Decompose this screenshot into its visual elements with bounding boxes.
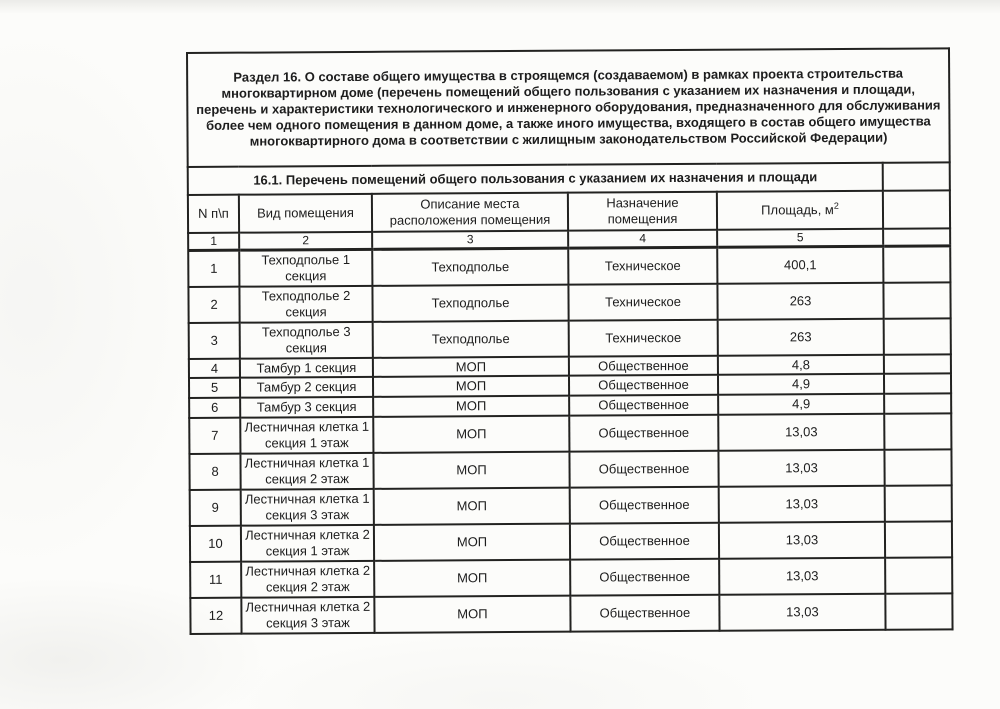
- room-type-cell: Лестничная клетка 2 секция 3 этаж: [241, 597, 374, 634]
- purpose-cell: Общественное: [569, 451, 718, 488]
- purpose-cell: Техническое: [568, 247, 717, 284]
- purpose-cell: Общественное: [570, 559, 719, 596]
- column-number: 1: [188, 233, 239, 250]
- table-row: [189, 414, 951, 455]
- room-type-cell: Тамбур 2 секция: [240, 377, 373, 398]
- empty-cell: [885, 594, 952, 630]
- area-cell: 13,03: [719, 594, 885, 631]
- room-type-cell: Тамбур 1 секция: [240, 357, 373, 378]
- area-cell: 4,9: [718, 374, 884, 395]
- row-number-cell: 7: [189, 418, 240, 454]
- location-cell: МОП: [373, 452, 569, 489]
- empty-cell: [884, 414, 951, 450]
- row-number-cell: 8: [189, 454, 240, 490]
- row-number-cell: 10: [190, 526, 241, 562]
- location-cell: МОП: [374, 488, 570, 525]
- location-cell: МОП: [374, 596, 570, 633]
- purpose-cell: Общественное: [570, 595, 719, 632]
- empty-cell: [884, 374, 951, 394]
- section-title: 16.1. Перечень помещений общего пользования с указанием их назначения и площади: [188, 163, 883, 195]
- header-area-label: Площадь, м: [761, 202, 834, 218]
- location-cell: МОП: [374, 560, 570, 597]
- location-cell: Техподполье: [372, 248, 568, 286]
- document-content: [186, 47, 952, 635]
- table-row: [190, 558, 952, 599]
- title-row: [187, 48, 950, 167]
- room-type-cell: Лестничная клетка 1 секция 3 этаж: [241, 489, 374, 526]
- area-cell: 13,03: [719, 558, 885, 595]
- row-number-cell: 2: [188, 286, 239, 322]
- common-property-table: [186, 47, 954, 635]
- area-cell: 13,03: [719, 522, 885, 559]
- location-cell: МОП: [373, 376, 569, 397]
- area-unit-superscript: 2: [833, 200, 839, 211]
- purpose-cell: Общественное: [570, 487, 719, 524]
- purpose-cell: Общественное: [569, 415, 718, 452]
- column-number: 3: [372, 231, 568, 249]
- document-title: Раздел 16. О составе общего имущества в строящемся (создаваемом) в рамках проекта строительства многоквартирном доме (перечень помещений общего пользования с указанием их назначения и площади, перечень и характеристики технологического и инженерного оборудования, предназначенного для обслуживания более чем одного помещения в данном доме, а также иного имущества, входящего в состав общего имущества многоквартирного дома в соответствии с жилищным законодательством Российской Федерации): [187, 48, 950, 167]
- empty-cell: [884, 394, 951, 414]
- purpose-cell: Техническое: [569, 319, 718, 356]
- row-number-cell: 1: [188, 250, 239, 287]
- room-type-cell: Лестничная клетка 2 секция 2 этаж: [241, 561, 374, 598]
- purpose-cell: Общественное: [570, 523, 719, 560]
- empty-cell: [885, 558, 952, 594]
- column-number-empty: [883, 228, 950, 246]
- area-cell: 4,9: [718, 394, 884, 415]
- row-number-cell: 11: [190, 562, 241, 598]
- area-cell: 263: [718, 318, 884, 355]
- table-row: [188, 245, 950, 286]
- row-number-cell: 5: [189, 378, 240, 398]
- table-row: [190, 522, 952, 563]
- purpose-cell: Общественное: [569, 355, 718, 376]
- empty-cell: [885, 486, 952, 522]
- location-cell: МОП: [373, 396, 569, 417]
- row-number-cell: 3: [189, 322, 240, 358]
- room-type-cell: Техподполье 2 секция: [239, 285, 372, 322]
- table-row: [190, 486, 952, 527]
- area-cell: 13,03: [718, 450, 884, 487]
- location-cell: МОП: [373, 356, 569, 377]
- purpose-cell: Техническое: [568, 283, 717, 320]
- table-row: [189, 450, 951, 491]
- row-number-cell: 9: [190, 490, 241, 526]
- empty-corner-cell: [883, 162, 950, 190]
- area-cell: 13,03: [718, 414, 884, 451]
- column-number: 4: [568, 230, 717, 248]
- table-row: [188, 282, 950, 323]
- table-header-row: [188, 190, 950, 233]
- room-type-cell: Тамбур 3 секция: [240, 397, 373, 418]
- area-cell: 400,1: [717, 246, 883, 284]
- room-type-cell: Лестничная клетка 1 секция 2 этаж: [240, 453, 373, 490]
- location-cell: Техподполье: [372, 284, 568, 321]
- column-number: 2: [239, 232, 372, 250]
- column-number: 5: [717, 229, 883, 247]
- location-cell: Техподполье: [373, 320, 569, 357]
- purpose-cell: Общественное: [569, 375, 718, 396]
- empty-cell: [883, 245, 950, 282]
- row-number-cell: 12: [190, 598, 241, 634]
- area-cell: 4,8: [718, 354, 884, 375]
- header-location-description: Описание места расположения помещения: [372, 193, 568, 232]
- room-type-cell: Лестничная клетка 2 секция 1 этаж: [241, 525, 374, 562]
- empty-cell: [884, 318, 951, 354]
- header-area: [717, 191, 883, 230]
- location-cell: МОП: [373, 416, 569, 453]
- header-purpose: Назначение помещения: [568, 192, 717, 231]
- purpose-cell: Общественное: [569, 395, 718, 416]
- header-room-type: Вид помещения: [239, 194, 372, 233]
- row-number-cell: 4: [189, 358, 240, 378]
- table-row: [189, 318, 951, 359]
- empty-cell: [884, 354, 951, 374]
- location-cell: МОП: [374, 524, 570, 561]
- room-type-cell: Техподполье 1 секция: [239, 249, 372, 286]
- header-empty-cell: [883, 190, 950, 228]
- table-row: [190, 594, 952, 635]
- empty-cell: [885, 522, 952, 558]
- room-type-cell: Техподполье 3 секция: [240, 321, 373, 358]
- header-row-number: N п\п: [188, 195, 239, 233]
- empty-cell: [883, 282, 950, 318]
- room-type-cell: Лестничная клетка 1 секция 1 этаж: [240, 417, 373, 454]
- area-cell: 13,03: [719, 486, 885, 523]
- row-number-cell: 6: [189, 398, 240, 418]
- empty-cell: [884, 450, 951, 486]
- area-cell: 263: [717, 282, 883, 319]
